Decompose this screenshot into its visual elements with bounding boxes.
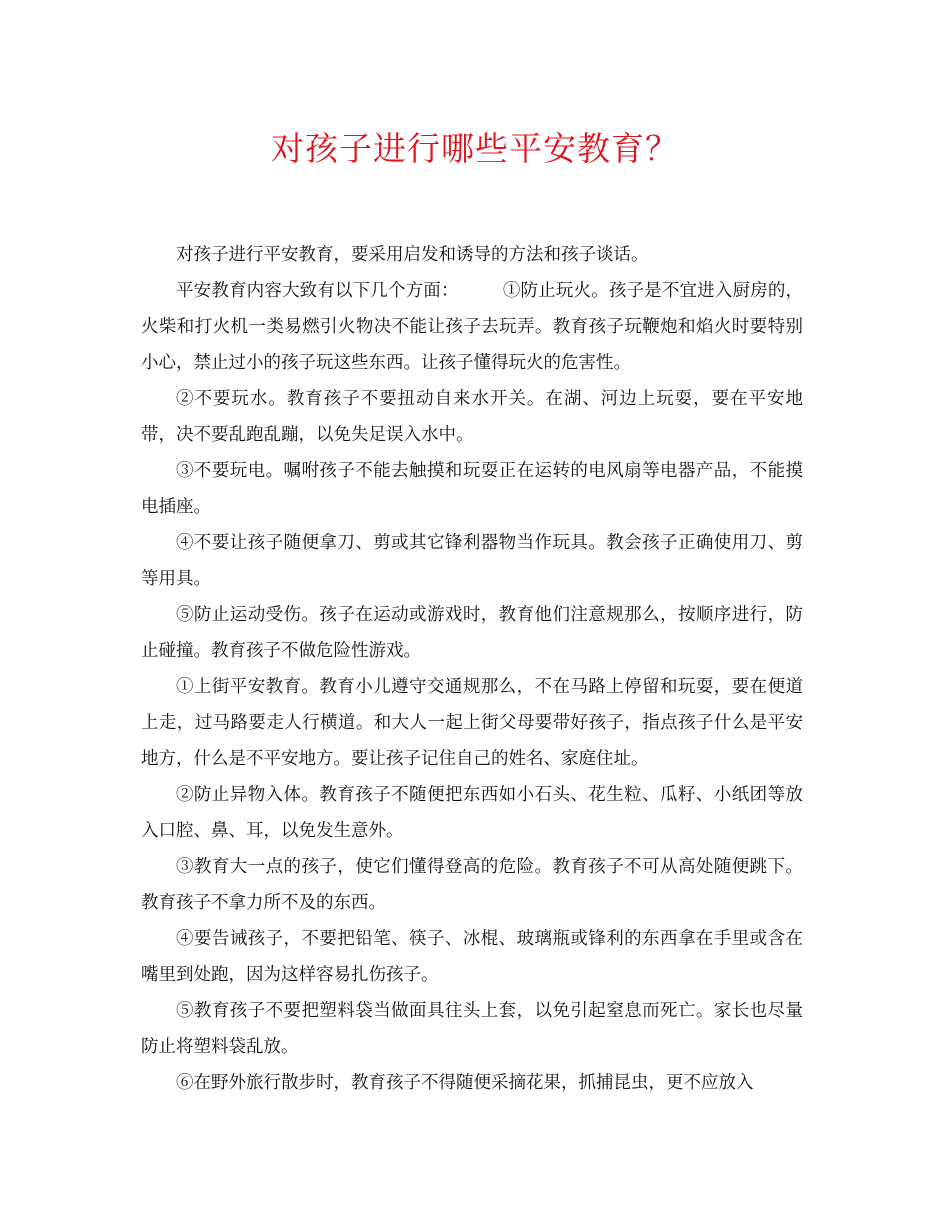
paragraph: ③不要玩电。嘱咐孩子不能去触摸和玩耍正在运转的电风扇等电器产品，不能摸电插座。 <box>141 461 803 517</box>
paragraph: 对孩子进行平安教育，要采用启发和诱导的方法和孩子谈话。 <box>176 245 649 265</box>
paragraph: ⑥在野外旅行散步时，教育孩子不得随便采摘花果，抓捕昆虫，更不应放入 <box>176 1073 754 1093</box>
paragraph: ④不要让孩子随便拿刀、剪或其它锋利器物当作玩具。教会孩子正确使用刀、剪等用具。 <box>141 533 803 589</box>
paragraph: ②不要玩水。教育孩子不要扭动自来水开关。在湖、河边上玩耍，要在平安地带，决不要乱跑乱蹦，以免失足误入水中。 <box>141 389 803 445</box>
paragraph: ③教育大一点的孩子，使它们懂得登高的危险。教育孩子不可从高处随便跳下。教育孩子不拿力所不及的东西。 <box>141 857 803 913</box>
paragraph: ①上街平安教育。教育小儿遵守交通规那么，不在马路上停留和玩耍，要在便道上走，过马路要走人行横道。和大人一起上街父母要带好孩子，指点孩子什么是平安地方，什么是不平安地方。要让孩子记住自己的姓名、家庭住址。 <box>141 677 803 769</box>
document-title: 对孩子进行哪些平安教育？ <box>271 129 679 168</box>
paragraph: ②防止异物入体。教育孩子不随便把东西如小石头、花生粒、瓜籽、小纸团等放入口腔、鼻、耳，以免发生意外。 <box>141 785 803 841</box>
paragraph: ⑤教育孩子不要把塑料袋当做面具往头上套，以免引起窒息而死亡。家长也尽量防止将塑料袋乱放。 <box>141 1001 803 1057</box>
paragraph: ⑤防止运动受伤。孩子在运动或游戏时，教育他们注意规那么，按顺序进行，防止碰撞。教育孩子不做危险性游戏。 <box>141 605 803 661</box>
paragraph: ④要告诫孩子，不要把铅笔、筷子、冰棍、玻璃瓶或锋利的东西拿在手里或含在嘴里到处跑，因为这样容易扎伤孩子。 <box>141 929 803 985</box>
paragraph: 平安教育内容大致有以下几个方面： ①防止玩火。孩子是不宜进入厨房的，火柴和打火机一类易燃引火物决不能让孩子去玩弄。教育孩子玩鞭炮和焰火时要特别小心，禁止过小的孩子玩这些东西。让孩子懂得玩火的危害性。 <box>141 281 803 373</box>
document-body <box>141 237 803 1101</box>
